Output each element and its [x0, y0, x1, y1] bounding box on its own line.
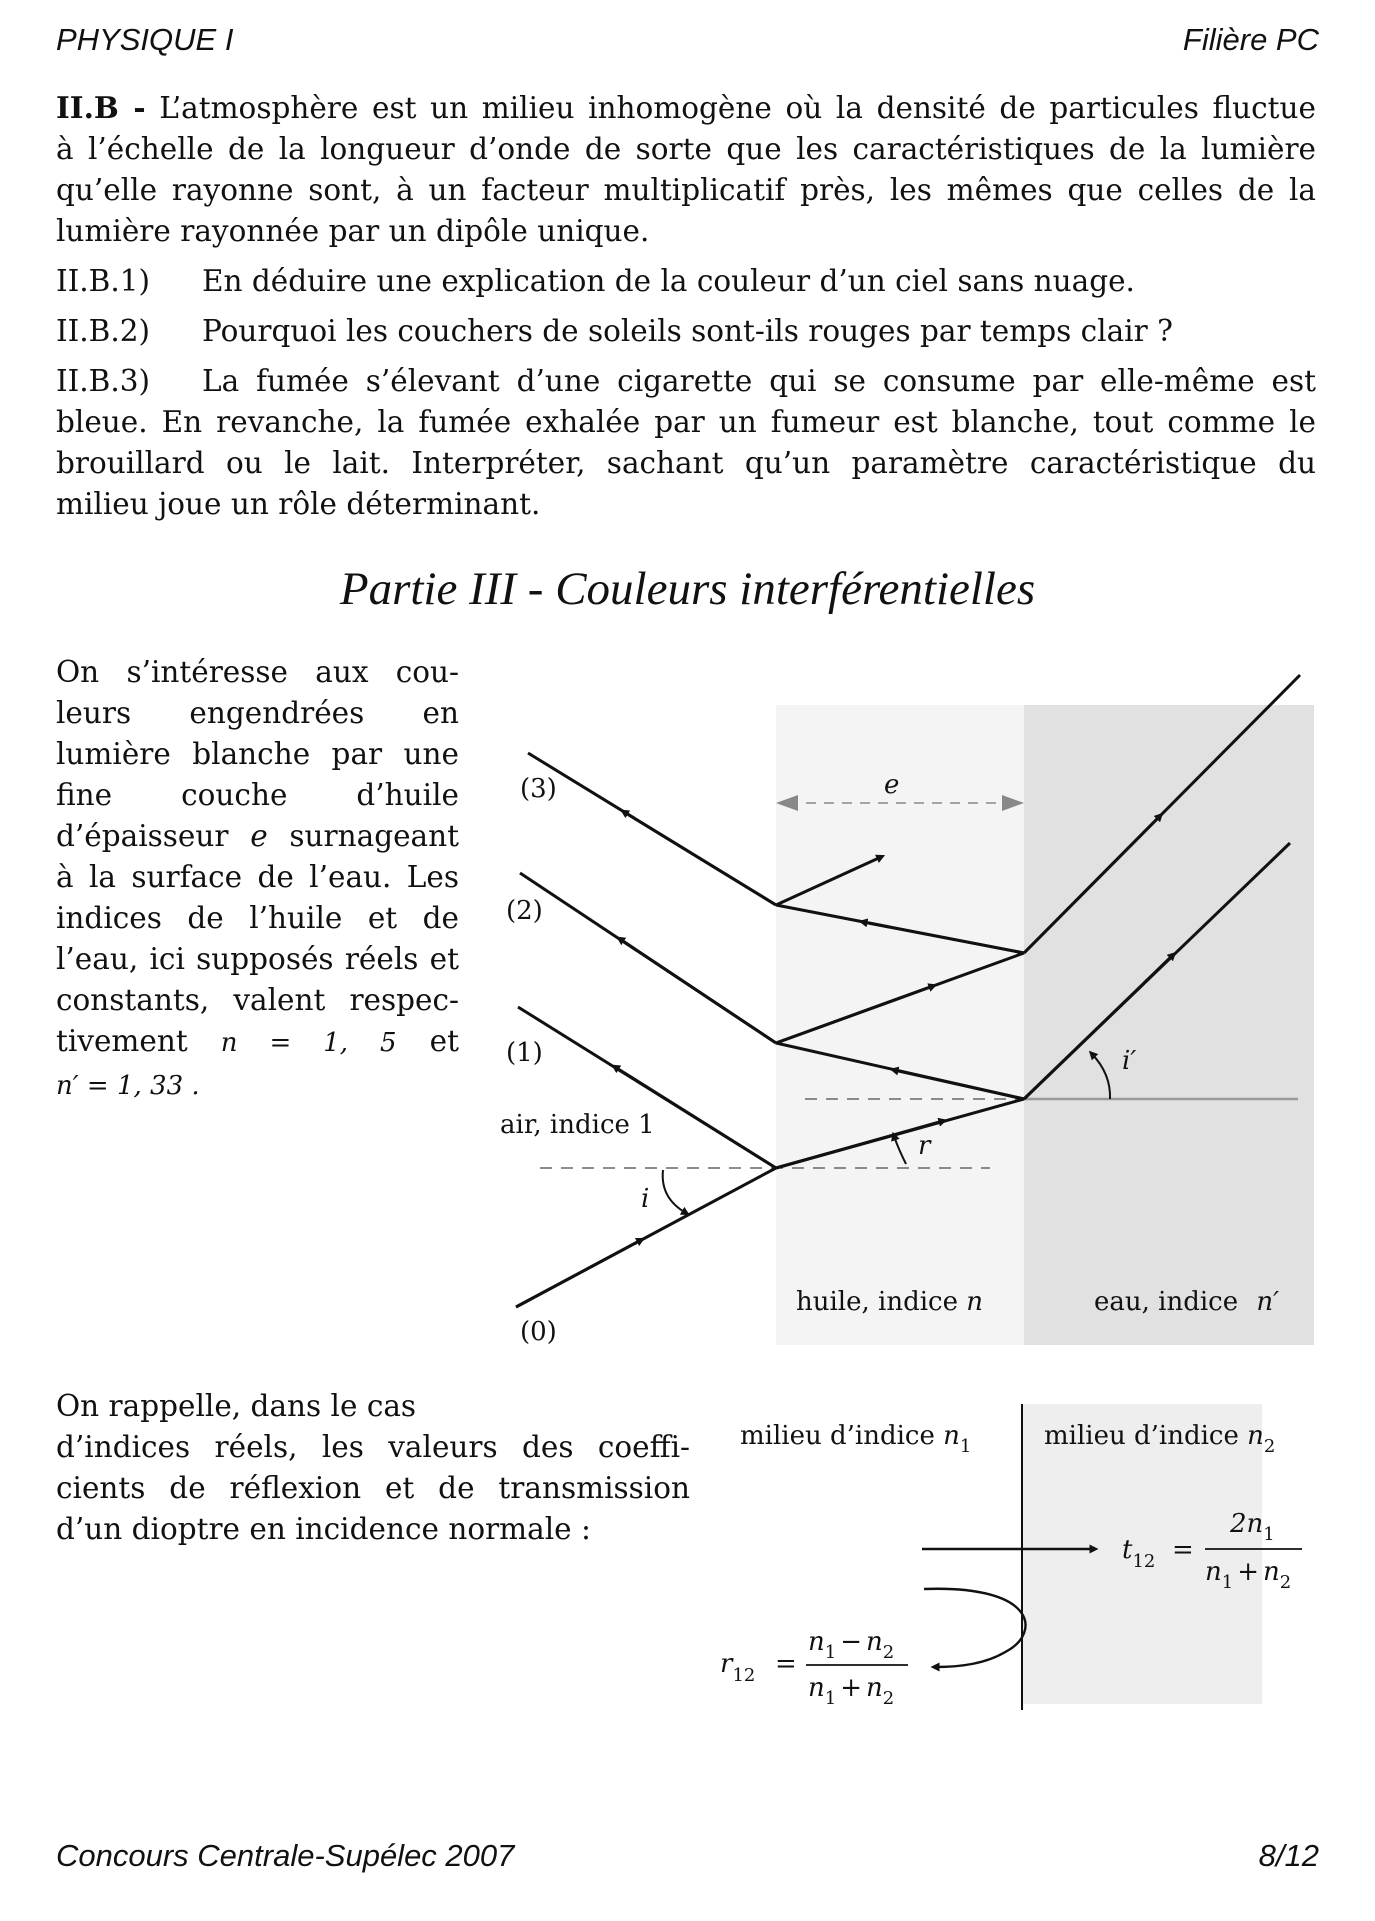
question-number: II.B.3) [56, 364, 151, 398]
r12-symbol: $r_{12}$ [720, 1649, 756, 1686]
question-number: II.B.1) [56, 264, 151, 298]
angle-i-label: i [641, 1184, 650, 1214]
running-footer-contest: Concours Centrale-Supélec 2007 [56, 1838, 515, 1873]
part3-intro: On s’intéresse aux cou- leurs engendrées en lumière blanche par une fine couche d’huile d’épaisseur e surnageant à la surface de l’eau. Les indices de l’huile et de l’eau, ici supposés réels et constants, valent respec- tivement n = 1, 5 et n′ = 1, 33 . [56, 655, 459, 1101]
oil-layer [776, 705, 1024, 1345]
iib-line-3: qu’elle rayonne sont, à un facteur multiplicatif près, les mêmes que celles de la [56, 173, 1316, 207]
ray-3-arrow [624, 812, 776, 905]
iib-line-2: à l’échelle de la longueur d’onde de sorte que les caractéristiques de la lumière [56, 132, 1316, 166]
ray-label-3: (3) [520, 774, 557, 804]
question-text: En déduire une explication de la couleur d’un ciel sans nuage. [202, 264, 1135, 298]
t12-equals: = [1172, 1535, 1194, 1565]
iib-line-4: lumière rayonnée par un dipôle unique. [56, 214, 650, 248]
ray-label-1: (1) [506, 1038, 543, 1068]
r12-equals: = [775, 1649, 797, 1679]
question-text: Pourquoi les couchers de soleils sont-ils rouges par temps clair ? [202, 314, 1173, 348]
t12-symbol: $t_{12}$ [1122, 1535, 1156, 1572]
ray-label-2: (2) [506, 896, 543, 926]
ray-0-arrow [516, 1240, 641, 1307]
running-header-track: Filière PC [1182, 22, 1319, 57]
t12-denominator: $n_1 + n_2$ [1205, 1557, 1292, 1593]
ray-2-arrow [620, 939, 776, 1043]
recall-paragraph: On rappelle, dans le cas d’indices réels, les valeurs des coeffi- cients de réflexion et de transmission d’un dioptre en incidence normale : [56, 1389, 690, 1546]
r12-numerator: $n_1 - n_2$ [808, 1627, 895, 1663]
question-number: II.B.2) [56, 314, 151, 348]
index-nprime-equation: n′ = 1, 33 . [56, 1071, 200, 1101]
t12-numerator: $2n_1$ [1230, 1509, 1275, 1545]
r12-denominator: $n_1 + n_2$ [808, 1673, 895, 1709]
reflected-arrow [924, 1589, 1025, 1667]
angle-r-label: r [918, 1131, 931, 1161]
air-label: air, indice 1 [500, 1110, 655, 1140]
page-number: 8/12 [1258, 1838, 1319, 1873]
water-label: eau, indice n′ [1094, 1287, 1280, 1317]
angle-iprime-label: i′ [1122, 1046, 1137, 1076]
oil-label: huile, indice n [796, 1287, 984, 1317]
index-n-equation: n = 1, 5 [220, 1028, 397, 1058]
thickness-label: e [884, 770, 900, 800]
iib-label: II.B - [56, 90, 146, 125]
medium-1-label: milieu d’indice $n_1$ [740, 1421, 972, 1457]
ray-label-0: (0) [520, 1317, 557, 1347]
question-text: La fumée s’élevant d’une cigarette qui se consume par elle-même est [202, 364, 1316, 398]
angle-i-arc [663, 1170, 686, 1213]
iib-line-1: II.B - L’atmosphère est un milieu inhomogène où la densité de particules fluctue [56, 90, 1316, 125]
part-title: Partie III - Couleurs interférentielles [339, 563, 1036, 615]
medium-2-label: milieu d’indice $n_2$ [1044, 1421, 1276, 1457]
var-e: e [250, 819, 268, 853]
question-iib3: II.B.3) La fumée s’élevant d’une cigarette qui se consume par elle-même est bleue. En revanche, la fumée exhalée par un fumeur est blanche, tout comme le brouillard ou le lait. Interpréter, sachant qu’un paramètre caractéristique du milieu joue un rôle déterminant. [56, 361, 1316, 525]
running-header-subject: PHYSIQUE I [56, 22, 234, 57]
water-region [1024, 705, 1314, 1345]
